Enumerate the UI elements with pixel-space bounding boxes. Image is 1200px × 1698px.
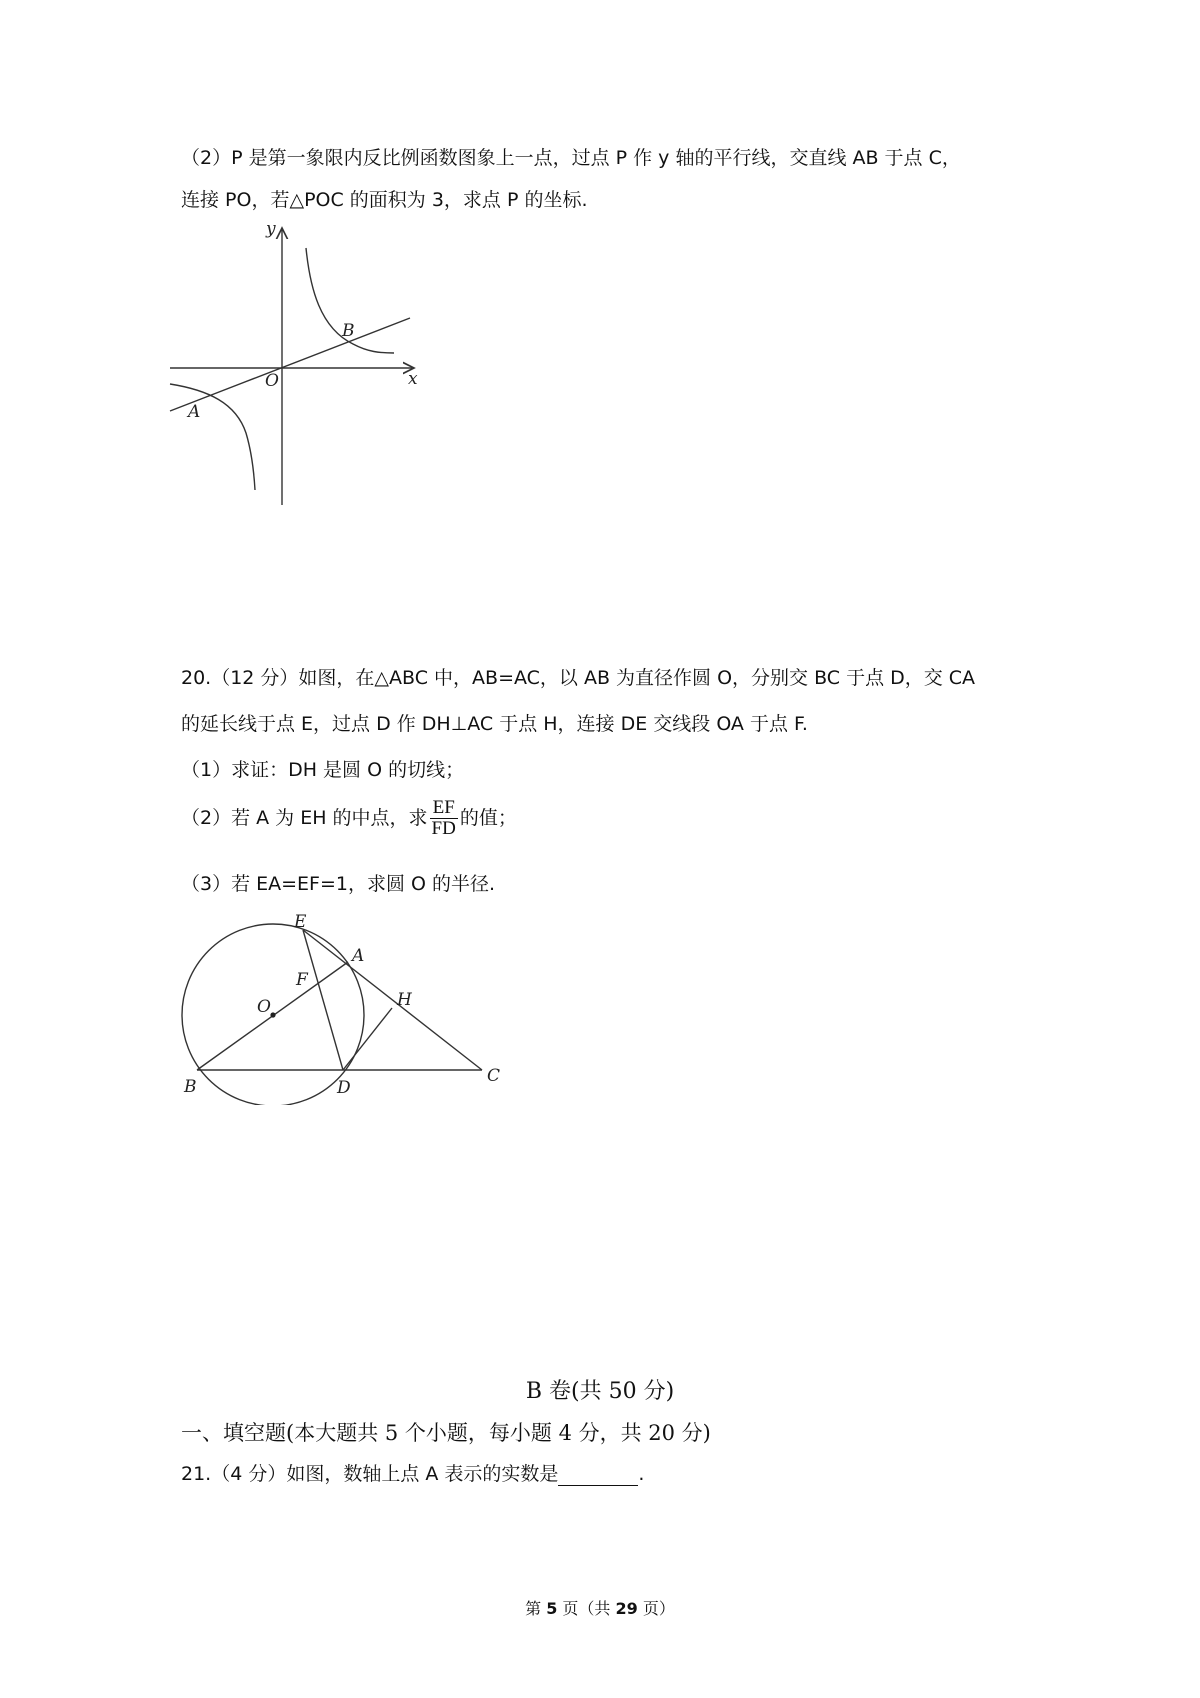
label-a: A [352, 946, 365, 966]
segment-ec [303, 930, 482, 1070]
page-footer [0, 1596, 1200, 1619]
center-dot [270, 1012, 275, 1017]
label-b: B [184, 1077, 197, 1097]
segment-dh [343, 1008, 392, 1070]
answer-blank [558, 1465, 638, 1486]
footer-page-number: 5 [546, 1599, 558, 1618]
label-h: H [397, 990, 412, 1010]
q20-figure [175, 905, 505, 1105]
q20-line1: 20.（12 分）如图，在△ABC 中，AB=AC，以 AB 为直径作圆 O，分别交 BC 于点 D，交 CA [181, 667, 976, 689]
q19-part2-line1: （2）P 是第一象限内反比例函数图象上一点，过点 P 作 y 轴的平行线，交直线 AB 于点 C， [181, 147, 961, 169]
fraction-ef-fd [430, 798, 458, 839]
footer-post: 页） [637, 1599, 675, 1618]
footer-mid: 页（共 [557, 1599, 616, 1618]
q21-text: 21.（4 分）如图，数轴上点 A 表示的实数是 [181, 1463, 559, 1485]
section-b-subtitle: 一、填空题(本大题共 5 个小题，每小题 4 分，共 20 分) [181, 1421, 711, 1445]
hyperbola-branch-third-quadrant [170, 384, 255, 490]
section-b-title: B 卷(共 50 分) [525, 1379, 675, 1404]
fraction-numerator: EF [430, 798, 458, 819]
label-o: O [265, 371, 279, 391]
footer-pre: 第 [525, 1599, 547, 1618]
q20-part3: （3）若 EA=EF=1，求圆 O 的半径. [181, 873, 496, 895]
q19-part2-line2: 连接 PO，若△POC 的面积为 3，求点 P 的坐标. [181, 189, 588, 211]
label-x: x [408, 369, 418, 389]
fraction-denominator: FD [431, 818, 456, 839]
label-a: A [188, 402, 201, 422]
q21-end: . [638, 1463, 645, 1485]
line-ab [170, 318, 410, 411]
q19-figure [168, 218, 428, 508]
label-c: C [487, 1066, 501, 1086]
label-e: E [294, 912, 307, 932]
label-o: O [257, 997, 271, 1017]
label-y: y [266, 219, 276, 239]
label-b: B [342, 321, 355, 341]
label-f: F [296, 970, 308, 990]
label-d: D [337, 1078, 351, 1098]
q20-part2-pre: （2）若 A 为 EH 的中点，求 [181, 807, 428, 829]
footer-total-pages: 29 [615, 1599, 638, 1618]
q20-part2 [181, 798, 517, 839]
q20-part1: （1）求证：DH 是圆 O 的切线； [181, 759, 465, 781]
q21-line [181, 1462, 644, 1486]
q20-part2-post: 的值； [459, 807, 517, 829]
q20-line2: 的延长线于点 E，过点 D 作 DH⊥AC 于点 H，连接 DE 交线段 OA 于点 F. [181, 713, 808, 735]
